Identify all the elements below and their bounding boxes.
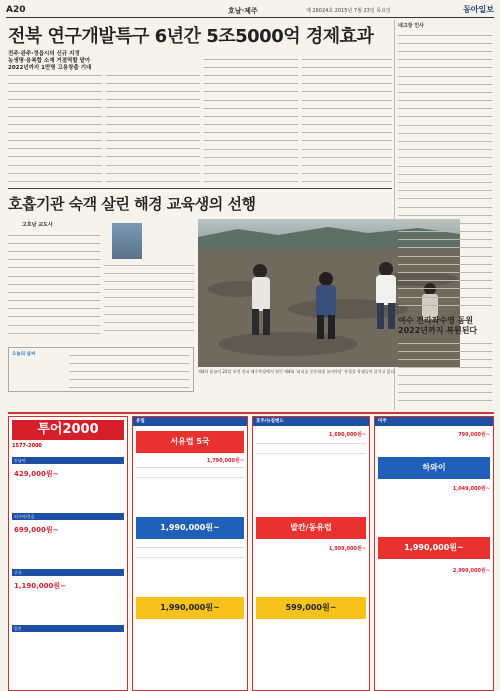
america-price-2: 1,049,000원~ <box>452 486 490 492</box>
main-article-col-4 <box>302 56 392 187</box>
section-title: 호남·제주 <box>228 7 258 15</box>
tour2000-ad[interactable] <box>8 416 128 691</box>
reporter-photo <box>112 223 142 259</box>
second-article-col-1 <box>8 232 100 342</box>
europe-ad-header: 유럽 <box>133 417 247 426</box>
main-subhead-2: 농생명·융복합 소재 거점역할 맡아 <box>8 58 91 64</box>
america-ad[interactable] <box>374 416 494 691</box>
ad-row <box>136 557 244 562</box>
byline: 고호남 교도사 <box>22 222 53 228</box>
right-column-text <box>398 32 492 314</box>
main-subhead-1: 전주·완주·정읍시의 신규 지정 <box>8 51 80 57</box>
ad-band-2: 러시아/몽골 <box>12 513 124 520</box>
ad-row <box>136 477 244 482</box>
america-price-3: 2,999,000원~ <box>452 568 490 574</box>
ad-price-3: 1,190,000원~ <box>14 582 67 590</box>
main-headline: 전북 연구개발특구 6년간 5조5000억 경제효과 <box>8 26 374 47</box>
right-column-text-2 <box>398 340 492 410</box>
main-article-col-2 <box>106 72 200 187</box>
main-article-col-1 <box>8 72 102 187</box>
europe-promo-3: 1,990,000원~ <box>136 597 244 619</box>
hawaii-promo: 하와이 <box>378 457 490 479</box>
second-headline: 호흡기관 숙객 살린 해경 교육생의 선행 <box>8 195 256 213</box>
right-column-title: 내고장 인사 <box>398 23 424 29</box>
ad-band-3: 중국 <box>12 569 124 576</box>
second-article-col-2 <box>104 262 194 342</box>
ad-row <box>256 453 366 458</box>
oceania-ad-header: 호주/뉴질랜드 <box>253 417 369 426</box>
ad-price-2: 699,000원~ <box>14 526 59 534</box>
ad-row <box>136 547 244 552</box>
europe-promo: 서유럽 5국 <box>136 431 244 453</box>
america-price-1: 799,000원~ <box>458 432 490 438</box>
right-column-headline: 여수 전라좌수영 동원 2022년까지 복원된다 <box>398 316 478 335</box>
oceania-price-1: 1,690,000원~ <box>328 432 366 438</box>
ad-price-1: 429,000원~ <box>14 470 59 478</box>
america-promo-2: 1,990,000원~ <box>378 537 490 559</box>
europe-promo-2: 1,990,000원~ <box>136 517 244 539</box>
oceania-ad[interactable] <box>252 416 370 691</box>
main-article-col-3 <box>204 56 298 187</box>
ad-row <box>256 443 366 448</box>
section-divider <box>8 188 392 189</box>
balkan-promo: 발칸/동유럽 <box>256 517 366 539</box>
ad-band-4: 일본 <box>12 625 124 632</box>
oceania-price-2: 1,999,000원~ <box>328 546 366 552</box>
issue-date: 제 26024호 2015년 7월 23일 목요일 <box>306 8 391 14</box>
ad-divider <box>8 412 494 414</box>
weather-box <box>8 347 194 392</box>
oceania-promo-3: 599,000원~ <box>256 597 366 619</box>
ad-band-1: 동남아 <box>12 457 124 464</box>
europe-ad[interactable] <box>132 416 248 691</box>
america-ad-header: 미주 <box>375 417 493 426</box>
ad-row <box>136 467 244 472</box>
tour2000-logo: 투어2000 <box>12 420 124 440</box>
weather-title: 오늘의 날씨 <box>12 352 36 357</box>
photo-caption: 제4차 품놀이 22일 오전 진피 해수욕장에서 열린 제4회 '퍼피공 중등학생 놀이마당' 풍경을 학생들이 즐기고 있다. <box>198 369 396 374</box>
weather-lines <box>69 352 189 390</box>
page-number: A20 <box>6 5 26 15</box>
main-subhead-3: 2022년까지 1만명 고용창출 기대 <box>8 65 92 71</box>
paper-logo: 동아일보 <box>463 4 494 14</box>
ad-phone: 1577-2000 <box>12 443 42 449</box>
masthead <box>6 4 494 18</box>
europe-price-1: 1,790,000원~ <box>206 458 244 464</box>
